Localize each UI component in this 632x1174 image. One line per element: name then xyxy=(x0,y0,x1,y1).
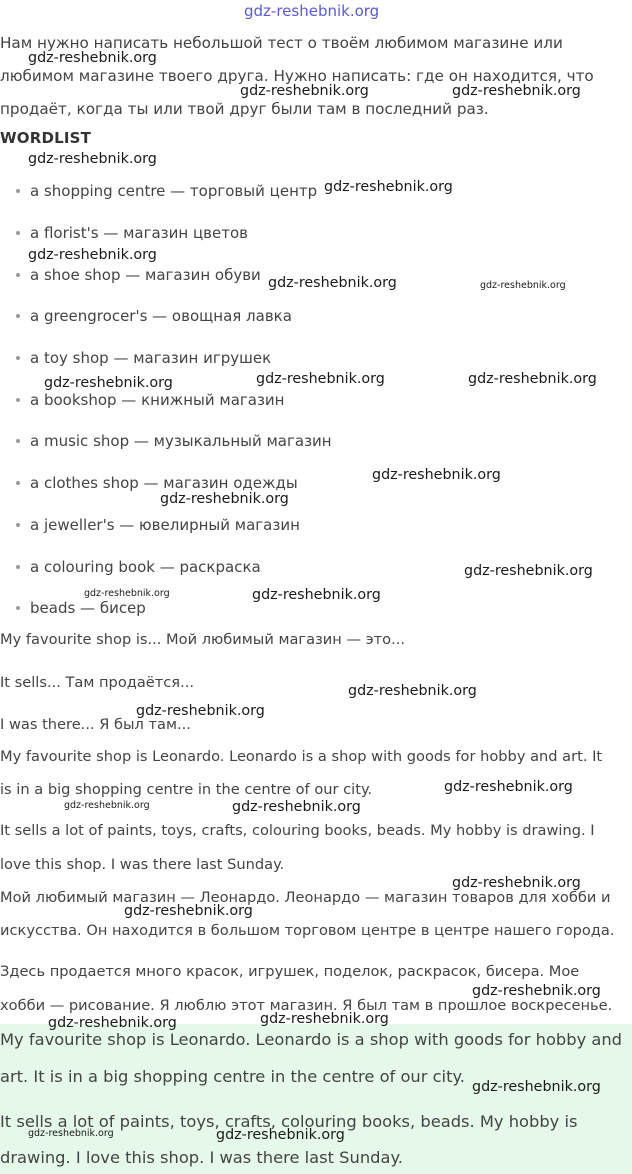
wordlist-item: a shopping centre — торговый центр xyxy=(16,180,317,202)
watermark: gdz-reshebnik.org xyxy=(464,563,593,579)
english-text-line: love this shop. I was there last Sunday. xyxy=(0,856,285,873)
watermark: gdz-reshebnik.org xyxy=(260,1011,389,1027)
bullet-icon xyxy=(16,189,20,193)
wordlist-item: beads — бисер xyxy=(16,597,146,619)
english-text-line: is in a big shopping centre in the centre of our city. xyxy=(0,781,373,798)
site-header-link[interactable]: gdz-reshebnik.org xyxy=(244,2,380,20)
bullet-icon xyxy=(16,231,20,235)
russian-text-line: Мой любимый магазин — Леонардо. Леонардо — магазин товаров для хобби и xyxy=(0,889,611,906)
russian-text-line: Здесь продается много красок, игрушек, поделок, раскрасок, бисера. Мое xyxy=(0,963,580,980)
bullet-icon xyxy=(16,565,20,569)
wordlist-title: WORDLIST xyxy=(0,129,92,147)
bullet-icon xyxy=(16,398,20,402)
watermark: gdz-reshebnik.org xyxy=(232,799,361,815)
watermark: gdz-reshebnik.org xyxy=(84,588,170,599)
bullet-icon xyxy=(16,314,20,318)
bullet-icon xyxy=(16,273,20,277)
intro-line-3: продаёт, когда ты или твой друг были там в последний раз. xyxy=(0,100,489,118)
answer-line: It sells a lot of paints, toys, crafts, colouring books, beads. My hobby is xyxy=(0,1112,578,1131)
watermark: gdz-reshebnik.org xyxy=(452,875,581,891)
russian-text-line: хобби — рисование. Я люблю этот магазин. Я был там в прошлое воскресенье. xyxy=(0,997,613,1014)
wordlist-item: a shoe shop — магазин обуви xyxy=(16,264,261,286)
watermark: gdz-reshebnik.org xyxy=(28,151,157,167)
watermark: gdz-reshebnik.org xyxy=(468,371,597,387)
watermark: gdz-reshebnik.org xyxy=(160,491,289,507)
watermark: gdz-reshebnik.org xyxy=(28,50,157,66)
intro-line-1: Нам нужно написать небольшой тест о твоём любимом магазине или xyxy=(0,34,563,52)
watermark: gdz-reshebnik.org xyxy=(324,179,453,195)
phrase-line: My favourite shop is... Мой любимый магазин — это... xyxy=(0,631,406,648)
bullet-icon xyxy=(16,481,20,485)
watermark: gdz-reshebnik.org xyxy=(472,983,601,999)
phrase-line: I was there... Я был там... xyxy=(0,716,191,733)
watermark: gdz-reshebnik.org xyxy=(252,587,381,603)
intro-line-2: любимом магазине твоего друга. Нужно написать: где он находится, что xyxy=(0,67,594,85)
wordlist-item: a jeweller's — ювелирный магазин xyxy=(16,514,300,536)
watermark: gdz-reshebnik.org xyxy=(348,683,477,699)
watermark: gdz-reshebnik.org xyxy=(268,275,397,291)
watermark: gdz-reshebnik.org xyxy=(256,371,385,387)
english-text-line: My favourite shop is Leonardo. Leonardo is a shop with goods for hobby and art. It xyxy=(0,748,603,765)
bullet-icon xyxy=(16,356,20,360)
watermark: gdz-reshebnik.org xyxy=(48,1015,177,1031)
russian-text-line: искусства. Он находится в большом торговом центре в центре нашего города. xyxy=(0,922,615,939)
wordlist-item: a florist's — магазин цветов xyxy=(16,222,248,244)
wordlist-item: a bookshop — книжный магазин xyxy=(16,389,285,411)
answer-line: art. It is in a big shopping centre in the centre of our city. xyxy=(0,1067,465,1086)
answer-line: drawing. I love this shop. I was there last Sunday. xyxy=(0,1148,403,1167)
watermark: gdz-reshebnik.org xyxy=(136,703,265,719)
wordlist-item: a clothes shop — магазин одежды xyxy=(16,472,298,494)
watermark: gdz-reshebnik.org xyxy=(216,1127,345,1143)
watermark: gdz-reshebnik.org xyxy=(480,280,566,291)
watermark: gdz-reshebnik.org xyxy=(44,375,173,391)
watermark: gdz-reshebnik.org xyxy=(472,1079,601,1095)
watermark: gdz-reshebnik.org xyxy=(240,83,369,99)
watermark: gdz-reshebnik.org xyxy=(452,83,581,99)
answer-line: My favourite shop is Leonardo. Leonardo is a shop with goods for hobby and xyxy=(0,1030,623,1049)
watermark: gdz-reshebnik.org xyxy=(124,903,253,919)
watermark: gdz-reshebnik.org xyxy=(444,779,573,795)
wordlist-item: a toy shop — магазин игрушек xyxy=(16,347,271,369)
bullet-icon xyxy=(16,523,20,527)
bullet-icon xyxy=(16,606,20,610)
watermark: gdz-reshebnik.org xyxy=(28,1128,114,1139)
wordlist-item: a music shop — музыкальный магазин xyxy=(16,430,332,452)
watermark: gdz-reshebnik.org xyxy=(28,247,157,263)
watermark: gdz-reshebnik.org xyxy=(372,467,501,483)
wordlist-item: a greengrocer's — овощная лавка xyxy=(16,305,292,327)
watermark: gdz-reshebnik.org xyxy=(64,800,150,811)
phrase-line: It sells... Там продаётся... xyxy=(0,674,194,691)
wordlist-item: a colouring book — раскраска xyxy=(16,556,261,578)
bullet-icon xyxy=(16,439,20,443)
english-text-line: It sells a lot of paints, toys, crafts, colouring books, beads. My hobby is drawing. I xyxy=(0,822,595,839)
